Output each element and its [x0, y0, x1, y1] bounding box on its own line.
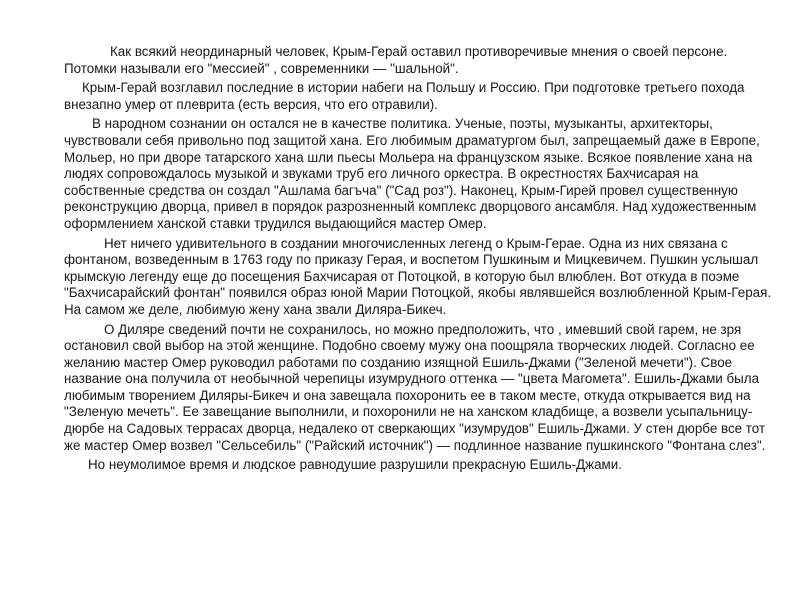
article-text: [64, 44, 776, 477]
paragraph-1: Как всякий неординарный человек, Крым-Герай оставил противоречивые мнения о своей персоне. Потомки называли его "мессией" , современники — "шальной".: [64, 44, 728, 76]
paragraph-4: Нет ничего удивительного в создании многочисленных легенд о Крым-Герае. Одна из них связана с фонтаном, возведенным в 1763 году по приказу Герая, и воспетом Пушкиным и Мицкевичем. Пушкин услышал крымскую легенду еще до посещения Бахчисарая от Потоцкой, в которую был влюблен. Вот откуда в поэме "Бахчисарайский фонтан" появился образ юной Марии Потоцкой, якобы являвшейся возлюбленной Крым-Герая. На самом же деле, любимую жену хана звали Диляра-Бикеч.: [64, 235, 772, 317]
paragraph-6: Но неумолимое время и людское равнодушие разрушили прекрасную Ешиль-Джами.: [88, 457, 622, 473]
paragraph-5: О Диляре сведений почти не сохранилось, но можно предположить, что , имевший свой гарем, не зря остановил свой выбор на этой женщине. Подобно своему мужу она поощряла творческих людей. Согласно ее желанию мастер Омер руководил работами по созданию изящной Ешиль-Джами ("Зеленой мечети"). Свое название она получила от необычной черепицы изумрудного оттенка — "цвета Магомета". Ешиль-Джами была любимым творением Диляры-Бикеч и она завещала похоронить ее в таком месте, откуда открывается вид на "Зеленую мечеть". Ее завещание выполнили, и похоронили не на ханском кладбище, а возвели усыпальницу-дюрбе на Садовых террасах дворца, недалеко от сверкающих "изумрудов" Ешиль-Джами. У стен дюрбе все тот же мастер Омер возвел "Сельсебиль" ("Райский источник") — подлинное название пушкинского "Фонтана слез".: [64, 321, 766, 453]
paragraph-2: Крым-Герай возглавил последние в истории набеги на Польшу и Россию. При подготовке третьего похода внезапно умер от плеврита (есть версия, что его отравили).: [64, 80, 745, 112]
paragraph-3: В народном сознании он остался не в качестве политика. Ученые, поэты, музыканты, архитекторы, чувствовали себя привольно под защитой хана. Его любимым драматургом был, запрещаемый даже в Европе, Мольер, но при дворе татарского хана шли пьесы Мольера на французском языке. Всякое появление хана на людях сопровождалось музыкой и звуками труб его личного оркестра. В окрестностях Бахчисарая на собственные средства он создал "Ашлама багъча" ("Сад роз"). Наконец, Крым-Гирей провел существенную реконструкцию дворца, привел в порядок разрозненный комплекс дворцового ансамбля. Над художественным оформлением ханской ставки трудился выдающийся мастер Омер.: [64, 116, 760, 231]
